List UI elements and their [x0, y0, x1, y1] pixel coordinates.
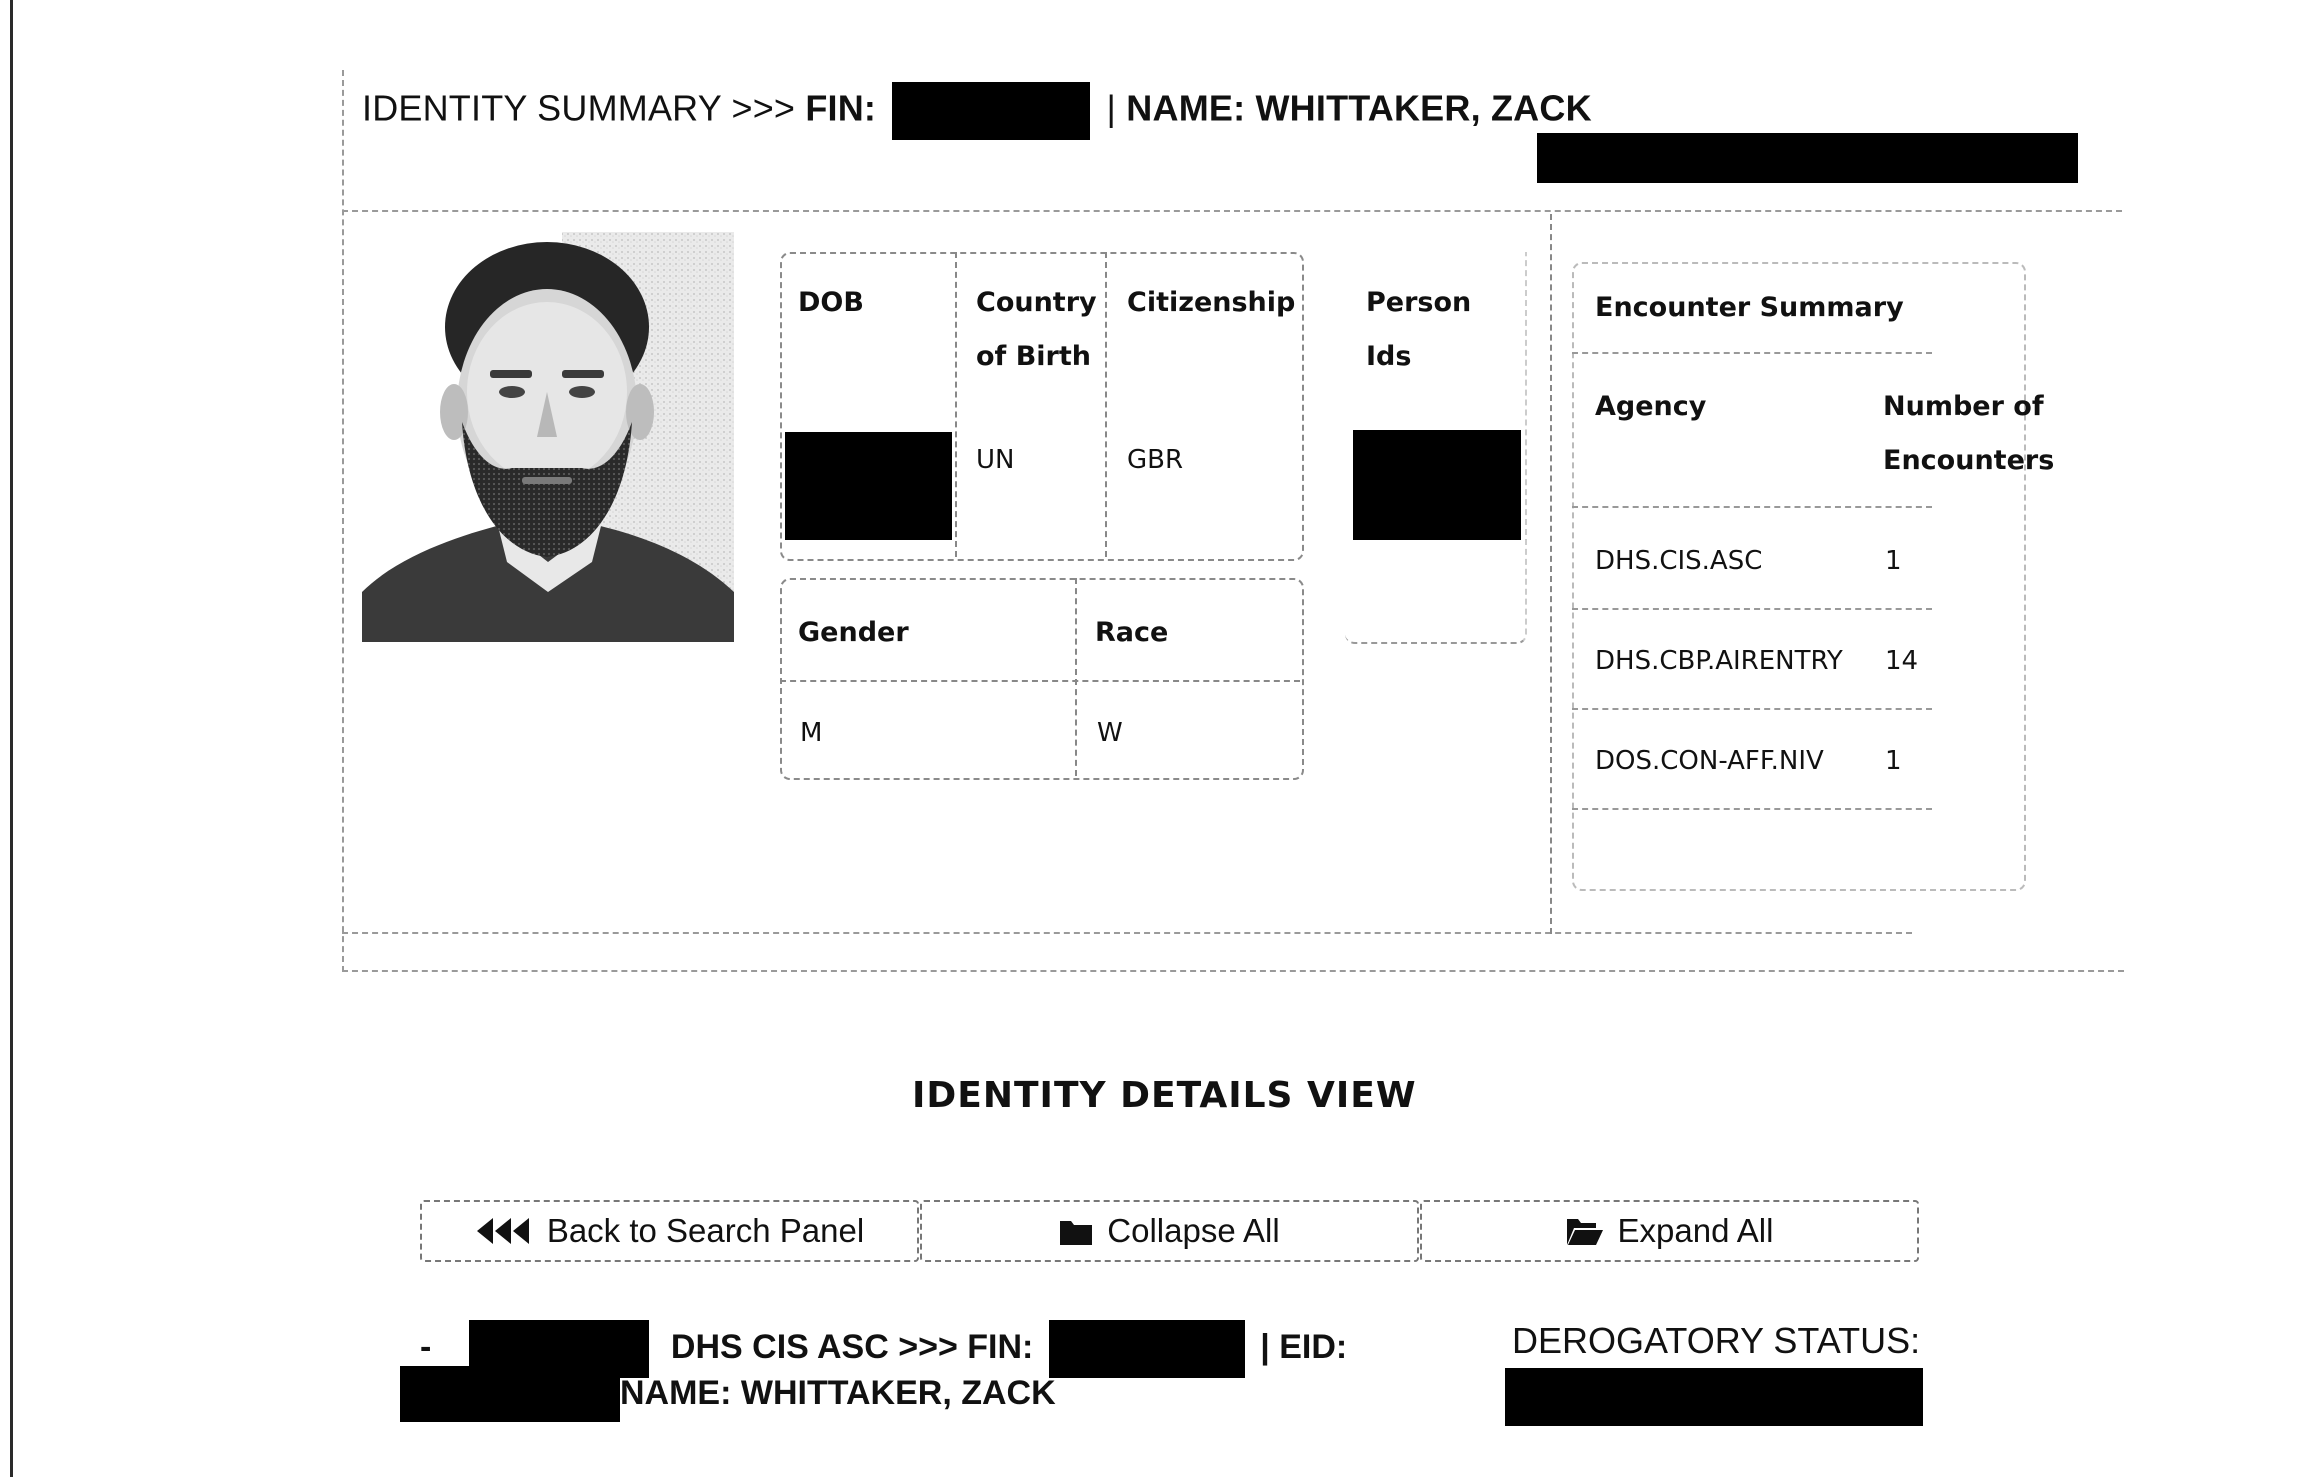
summary-column-divider	[1550, 214, 1552, 934]
derogatory-status-redaction	[1505, 1368, 1923, 1426]
record-eid-redaction	[400, 1366, 620, 1422]
citizenship-value: GBR	[1127, 445, 1184, 475]
summary-inner-bottom	[342, 932, 1912, 934]
encounters-column-header: Number of Encounters	[1883, 391, 2055, 476]
encounter-agency: DOS.CON-AFF.NIV	[1595, 746, 1824, 776]
encounter-agency: DHS.CIS.ASC	[1595, 546, 1763, 576]
gender-label: Gender	[798, 617, 909, 648]
person-ids-label: Person Ids	[1366, 287, 1472, 372]
record-eid-label: | EID:	[1260, 1327, 1348, 1366]
record-agency-prefix: DHS CIS ASC >>> FIN:	[670, 1327, 1034, 1366]
expand-all-label: Expand All	[1617, 1212, 1774, 1249]
encounter-divider	[1572, 352, 1932, 354]
name-label: NAME:	[1126, 87, 1246, 129]
dob-redaction	[785, 432, 952, 540]
gender-value: M	[800, 718, 823, 748]
agency-column-header: Agency	[1595, 391, 1707, 422]
race-label: Race	[1095, 617, 1169, 648]
grid-divider	[1105, 252, 1107, 557]
person-ids-redaction	[1353, 430, 1521, 540]
expand-all-button[interactable]	[1420, 1200, 1919, 1262]
fin-label: FIN:	[805, 87, 877, 129]
collapse-all-label: Collapse All	[1107, 1212, 1280, 1249]
subject-photo	[362, 232, 734, 642]
summary-divider	[342, 210, 2122, 212]
record-name-label: NAME:	[620, 1374, 732, 1412]
citizenship-label: Citizenship	[1127, 287, 1296, 318]
encounter-divider	[1572, 808, 1932, 810]
summary-prefix: IDENTITY SUMMARY >>>	[362, 87, 796, 129]
grid-row-divider	[780, 680, 1300, 682]
encounter-divider	[1572, 608, 1932, 610]
encounter-count: 14	[1885, 646, 1919, 676]
encounter-agency: DHS.CBP.AIRENTRY	[1595, 646, 1843, 676]
encounter-count: 1	[1885, 746, 1902, 776]
country-of-birth-value: UN	[976, 445, 1015, 475]
header-redaction	[1537, 133, 2078, 183]
collapse-toggle[interactable]: -	[420, 1327, 432, 1366]
record-fin-redaction	[1049, 1320, 1245, 1378]
grid-divider	[955, 252, 957, 557]
folder-closed-icon	[1059, 1216, 1093, 1246]
back-to-search-label: Back to Search Panel	[546, 1212, 865, 1249]
page-edge	[10, 0, 13, 1477]
rewind-icon	[475, 1216, 533, 1246]
encounter-divider	[1572, 708, 1932, 710]
record-name-value: WHITTAKER, ZACK	[740, 1374, 1056, 1412]
record-header-line2	[620, 1374, 1056, 1413]
encounter-summary-title: Encounter Summary	[1595, 292, 1904, 323]
fin-redaction	[892, 82, 1090, 140]
identity-summary-title	[362, 82, 1592, 140]
grid-divider	[1075, 578, 1077, 776]
name-value: WHITTAKER, ZACK	[1255, 87, 1592, 129]
encounter-summary-panel	[1572, 262, 2026, 891]
encounter-count: 1	[1885, 546, 1902, 576]
summary-separator: |	[1106, 87, 1117, 129]
collapse-all-button[interactable]	[920, 1200, 1419, 1262]
folder-open-icon	[1566, 1216, 1604, 1246]
identity-details-title: IDENTITY DETAILS VIEW	[912, 1075, 1417, 1116]
dob-label: DOB	[798, 287, 864, 318]
encounter-divider	[1572, 506, 1932, 508]
back-to-search-button[interactable]	[420, 1200, 919, 1262]
derogatory-status-label: DEROGATORY STATUS:	[1512, 1320, 1921, 1361]
details-toolbar	[420, 1200, 1915, 1260]
country-of-birth-label: Country of Birth	[976, 287, 1097, 372]
race-value: W	[1097, 718, 1123, 748]
